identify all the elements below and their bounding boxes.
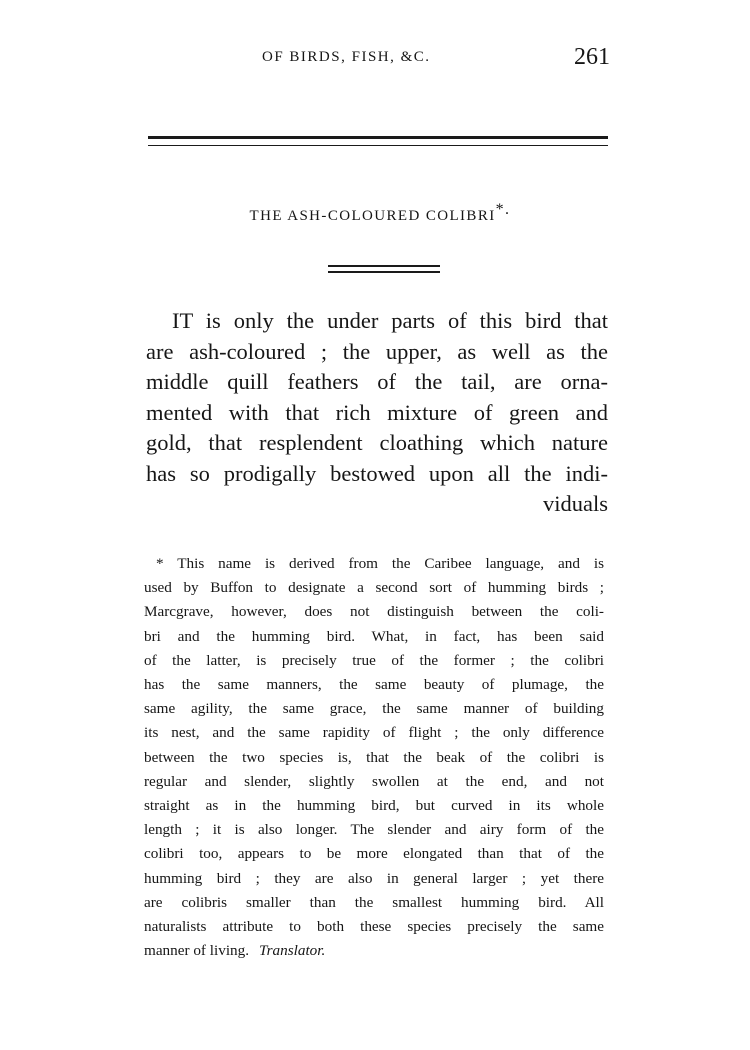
footnote-line: length ; it is also longer. The slender and airy form of the xyxy=(144,821,604,839)
title-ornament-rule xyxy=(328,265,440,273)
body-paragraph xyxy=(146,306,608,520)
footnote-line: manner of living. xyxy=(144,942,250,960)
body-line: IT is only the under parts of this bird that xyxy=(172,308,608,333)
header-double-rule xyxy=(148,136,608,146)
footnote-line: of the latter, is precisely true of the former ; the colibri xyxy=(144,651,604,669)
footnote-line: its nest, and the same rapidity of flight ; the only difference xyxy=(144,724,604,742)
footnote-line: colibri too, appears to be more elongated than that of the xyxy=(144,845,604,863)
footnote-line: humming bird ; they are also in general larger ; yet there xyxy=(144,869,604,887)
footnote-line: used by Buffon to designate a second sort of humming birds ; xyxy=(144,579,604,597)
footnote-line: straight as in the humming bird, but curved in its whole xyxy=(144,797,604,815)
footnote-line: are colibris smaller than the smallest humming bird. All xyxy=(144,893,604,911)
footnote-last-line xyxy=(144,939,604,963)
footnote-line: Marcgrave, however, does not distinguish between the coli- xyxy=(144,603,604,621)
footnote xyxy=(144,552,604,963)
footnote-marker: *. xyxy=(495,201,511,218)
footnote-line: * This name is derived from the Caribee language, and is xyxy=(156,555,604,572)
running-head xyxy=(150,44,610,74)
footnote-line: between the two species is, that the beak of the colibri is xyxy=(144,748,604,766)
catchword: viduals xyxy=(543,491,608,516)
body-line: are ash-coloured ; the upper, as well as the xyxy=(146,338,608,364)
body-line: middle quill feathers of the tail, are orna- xyxy=(146,369,608,394)
footnote-attribution: Translator. xyxy=(259,942,326,960)
footnote-line: bri and the humming bird. What, in fact, has been said xyxy=(144,627,604,645)
footnote-line: naturalists attribute to both these species precisely the same xyxy=(144,918,604,936)
footnote-line: has the same manners, the same beauty of plumage, the xyxy=(144,676,604,694)
chapter-title xyxy=(150,201,610,225)
page-number: 261 xyxy=(574,44,610,70)
body-line: has so prodigally bestowed upon all the indi- xyxy=(146,460,608,486)
footnote-line: regular and slender, slightly swollen at the end, and not xyxy=(144,772,604,790)
chapter-title-text: THE ASH-COLOURED COLIBRI xyxy=(249,208,496,224)
body-line: mented with that rich mixture of green and xyxy=(146,399,608,425)
footnote-line: same agility, the same grace, the same manner of building xyxy=(144,700,604,718)
running-title: OF BIRDS, FISH, &C. xyxy=(262,49,431,65)
body-line: gold, that resplendent cloathing which nature xyxy=(146,430,608,455)
